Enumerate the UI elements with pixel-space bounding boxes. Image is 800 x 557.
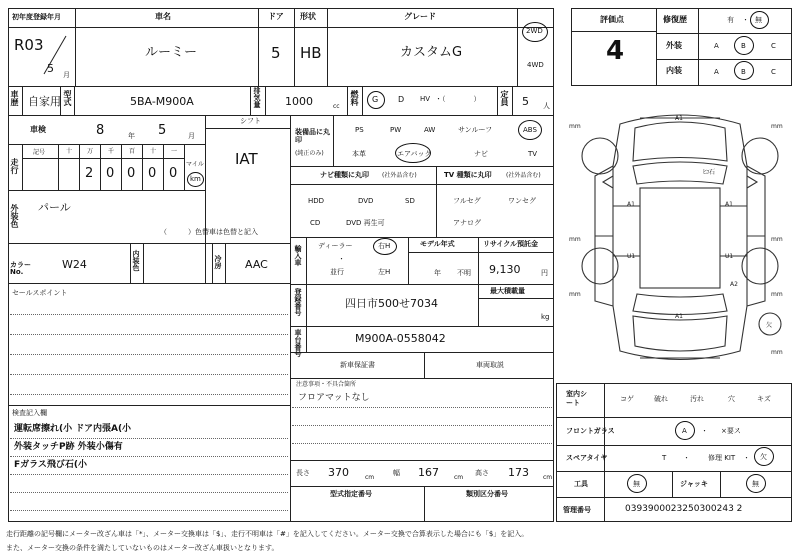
shift-value: IAT	[235, 150, 258, 168]
inspector-label: 検査記入欄	[12, 409, 47, 417]
equipment-sub: (純正のみ)	[295, 150, 324, 157]
mileage-symbol-label: 記号	[33, 149, 46, 156]
capacity-label: 定員	[500, 90, 509, 106]
inspection-label: 車検	[30, 125, 46, 134]
car-name-label: 車名	[155, 12, 171, 21]
sheet-kizu: キズ	[757, 395, 771, 403]
mileage-unit-5: 一	[171, 148, 178, 155]
inspection-year: 8	[96, 123, 105, 138]
import-dealer: ディーラー	[318, 242, 353, 250]
ac-value: AAC	[245, 258, 268, 271]
spare-dot: ・	[683, 454, 690, 462]
color-change-note: （ ）色替車は色替と記入	[160, 228, 258, 236]
windshield-needs: ×要ス	[721, 427, 741, 435]
windshield-a: A	[682, 427, 687, 435]
tv-fullseg: フルセグ	[453, 197, 481, 205]
month-unit: 月	[63, 71, 70, 79]
inspection-month-unit: 月	[188, 132, 195, 140]
navi-hdd: HDD	[308, 197, 325, 205]
repair-yes: 有	[727, 16, 734, 24]
label-a1-bottom: A1	[675, 313, 683, 320]
equipment-label: 装備品に丸印	[295, 128, 330, 145]
max-load-label: 最大積載量	[490, 287, 525, 295]
tv-label: TV 種類に丸印	[444, 171, 492, 179]
chassis-value: M900A-0558042	[355, 332, 446, 345]
spare-t: T	[662, 454, 667, 462]
recycle-unit: 円	[541, 269, 548, 277]
ext-grade-c: C	[771, 42, 776, 50]
equip-airbag: エアバック	[397, 150, 432, 158]
score-value: 4	[606, 36, 625, 66]
mileage-digit-5: 0	[169, 166, 178, 181]
sheet-ana: 穴	[728, 395, 735, 403]
management-label: 管理番号	[563, 506, 591, 514]
ext-grade-a: A	[714, 42, 719, 50]
max-load-unit: kg	[541, 313, 550, 321]
equip-abs: ABS	[523, 126, 537, 134]
navi-dvd-play: DVD 再生可	[346, 219, 385, 227]
fuel-g: G	[372, 95, 379, 104]
import-right-h: 右H	[378, 242, 391, 250]
navi-dvd: DVD	[358, 197, 374, 205]
label-ketsu: 欠	[766, 322, 773, 329]
vehicle-manual: 車両取説	[476, 361, 504, 369]
car-damage-diagram	[565, 106, 795, 376]
equip-sunroof: サンルーフ	[458, 126, 493, 134]
mm-br: mm	[771, 291, 783, 298]
model-year-unknown: 不明	[457, 269, 471, 277]
spare-label: スペアタイヤ	[566, 454, 608, 462]
mileage-label: 走行	[10, 158, 19, 174]
length-value: 370	[328, 466, 349, 479]
interior-grade-label: 内装	[666, 66, 682, 75]
mile-label: マイル	[186, 161, 204, 168]
label-u1-right: U1	[725, 253, 734, 260]
equip-navi: ナビ	[474, 150, 488, 158]
equip-tv: TV	[528, 150, 538, 158]
width-label: 幅	[393, 469, 400, 477]
mm-bl: mm	[569, 291, 581, 298]
model-label: 型式	[63, 90, 72, 106]
equip-ps: PS	[355, 126, 364, 134]
score-label: 評価点	[600, 15, 624, 24]
equip-aw: AW	[424, 126, 436, 134]
mileage-digit-4: 0	[148, 166, 157, 181]
length-label: 長さ	[296, 469, 310, 477]
chassis-label: 車台番号	[294, 329, 302, 357]
management-value: 0393900023250300243 2	[625, 504, 743, 514]
mm-tl: mm	[569, 123, 581, 130]
sheet-koge: コゲ	[620, 395, 634, 403]
type-designation-label: 型式指定番号	[330, 490, 372, 498]
new-car-warranty: 新車保証書	[340, 361, 375, 369]
import-parallel: 並行	[330, 268, 344, 276]
exterior-grade-label: 外装	[666, 41, 682, 50]
interior-color-label: 内装色	[132, 250, 140, 271]
exterior-label: 外装色	[10, 204, 19, 228]
door-count: 5	[271, 44, 281, 62]
repair-sep: ・	[742, 16, 749, 24]
sheet-yogore: 汚れ	[690, 395, 704, 403]
spare-kit: 修理 KIT	[708, 454, 736, 462]
shape-label: 形状	[300, 12, 316, 21]
spare-missing: 欠	[760, 453, 767, 461]
displacement-value: 1000	[285, 95, 313, 108]
height-value: 173	[508, 466, 529, 479]
label-u1-left: U1	[627, 253, 636, 260]
label-a1-right: A1	[725, 201, 733, 208]
grade-value: カスタムG	[400, 45, 463, 60]
mileage-digit-1: 2	[85, 166, 94, 181]
label-a2: A2	[730, 281, 738, 288]
year-label: 初年度登録年月	[12, 13, 61, 21]
first-reg-year: R03	[14, 36, 44, 54]
registration-value: 四日市500せ7034	[345, 297, 438, 310]
repair-none: 無	[755, 16, 762, 24]
sheet-yabure: 破れ	[654, 395, 668, 403]
footer-note-1: 走行距離の記号欄にメーター改ざん車は「*」、メーター交換車は「$」、走行不明車は「#」を記入してください。メーター交換で合算表示した場合にも「$」を記入。	[6, 530, 529, 538]
height-label: 高さ	[475, 469, 489, 477]
model-year-label: モデル年式	[420, 240, 455, 248]
spare-dot2: ・	[743, 454, 750, 462]
int-grade-b: B	[741, 68, 746, 76]
recycle-value: 9,130	[489, 263, 521, 276]
model-year-unit: 年	[434, 269, 441, 277]
door-label: ドア	[268, 12, 284, 21]
mm-tr: mm	[771, 123, 783, 130]
import-dot: ・	[338, 255, 345, 263]
label-a1-top: A1	[675, 115, 683, 122]
notes-value: フロアマットなし	[298, 393, 370, 403]
grade-label: グレード	[404, 12, 436, 21]
interior-sheet-label: 室内シート	[566, 390, 587, 408]
label-hiko: ﾋｺ石	[703, 169, 716, 176]
tv-analog: アナログ	[453, 219, 481, 227]
navi-sub: (社外品含む)	[382, 172, 417, 179]
car-name: ルーミー	[145, 45, 198, 60]
fuel-d: D	[398, 95, 405, 104]
footer-note-2: また、メーター交換の条件を満たしていないものはメーター改ざん車扱いとなります。	[6, 544, 279, 552]
notes-label: 注意事項・不具合箇所	[296, 381, 357, 388]
navi-sd: SD	[405, 197, 415, 205]
navi-label: ナビ種類に丸印	[320, 171, 369, 179]
color-no-value: W24	[62, 258, 87, 271]
int-grade-a: A	[714, 68, 719, 76]
color-no-label: カラーNo.	[10, 261, 31, 276]
first-reg-month: 5	[47, 62, 54, 75]
import-label: 輸入車	[294, 245, 302, 266]
body-shape: HB	[300, 44, 322, 62]
tv-oneseg: ワンセグ	[508, 197, 536, 205]
recycle-label: リサイクル預託金	[483, 240, 539, 248]
fuel-label: 燃料	[350, 90, 359, 106]
length-unit: cm	[365, 474, 375, 481]
repair-label: 修復歴	[663, 15, 687, 24]
mileage-unit-0: 十	[66, 148, 73, 155]
inspection-month: 5	[158, 123, 167, 138]
drive-2wd: 2WD	[526, 27, 543, 35]
height-unit: cm	[543, 474, 553, 481]
tools-none: 無	[633, 480, 640, 488]
history-label: 車歴	[10, 90, 19, 106]
tools-label: 工具	[574, 480, 588, 488]
inspector-note-1: 運転席擦れ(小 ドア内張A(小	[14, 424, 132, 434]
km-unit: km	[190, 175, 201, 183]
equip-pw: PW	[390, 126, 402, 134]
mileage-unit-1: 万	[87, 148, 94, 155]
mileage-unit-2: 千	[108, 148, 115, 155]
history-value: 自家用	[28, 95, 61, 108]
jack-label: ジャッキ	[680, 480, 708, 488]
import-left-h: 左H	[378, 268, 391, 276]
inspection-year-unit: 年	[128, 132, 135, 140]
drive-4wd: 4WD	[527, 61, 544, 69]
inspector-note-2: 外装タッチP跡 外装小傷有	[14, 442, 123, 452]
mileage-unit-3: 百	[129, 148, 136, 155]
mm-ml: mm	[569, 236, 581, 243]
model-value: 5BA-M900A	[130, 95, 194, 108]
mm-b: mm	[771, 349, 783, 356]
displacement-label: 排気量	[253, 87, 261, 108]
jack-none: 無	[752, 480, 759, 488]
mileage-digit-3: 0	[127, 166, 136, 181]
navi-cd: CD	[310, 219, 321, 227]
inspector-note-3: Fガラス飛び石(小	[14, 460, 87, 470]
shift-label: シフト	[240, 117, 261, 125]
sales-point-label: セールスポイント	[12, 289, 68, 297]
ac-label: 冷房	[214, 255, 222, 269]
category-label: 類別区分番号	[466, 490, 508, 498]
tv-sub: (社外品含む)	[506, 172, 541, 179]
registration-label: 登録番号	[294, 288, 302, 316]
ext-grade-b: B	[741, 42, 746, 50]
mileage-digit-2: 0	[106, 166, 115, 181]
equip-leather: 本革	[352, 150, 366, 158]
width-unit: cm	[454, 474, 464, 481]
capacity-unit: 人	[543, 102, 550, 110]
width-value: 167	[418, 466, 439, 479]
label-a1-left: A1	[627, 201, 635, 208]
mm-mr: mm	[771, 236, 783, 243]
cc-unit: cc	[333, 103, 340, 110]
exterior-color: パール	[38, 201, 71, 214]
windshield-dot: ・	[701, 427, 708, 435]
fuel-hv: HV	[420, 95, 431, 103]
windshield-label: フロントガラス	[566, 427, 615, 435]
int-grade-c: C	[771, 68, 776, 76]
capacity-value: 5	[522, 95, 529, 108]
fuel-other: ・（ ）	[435, 95, 481, 103]
mileage-unit-4: 十	[150, 148, 157, 155]
